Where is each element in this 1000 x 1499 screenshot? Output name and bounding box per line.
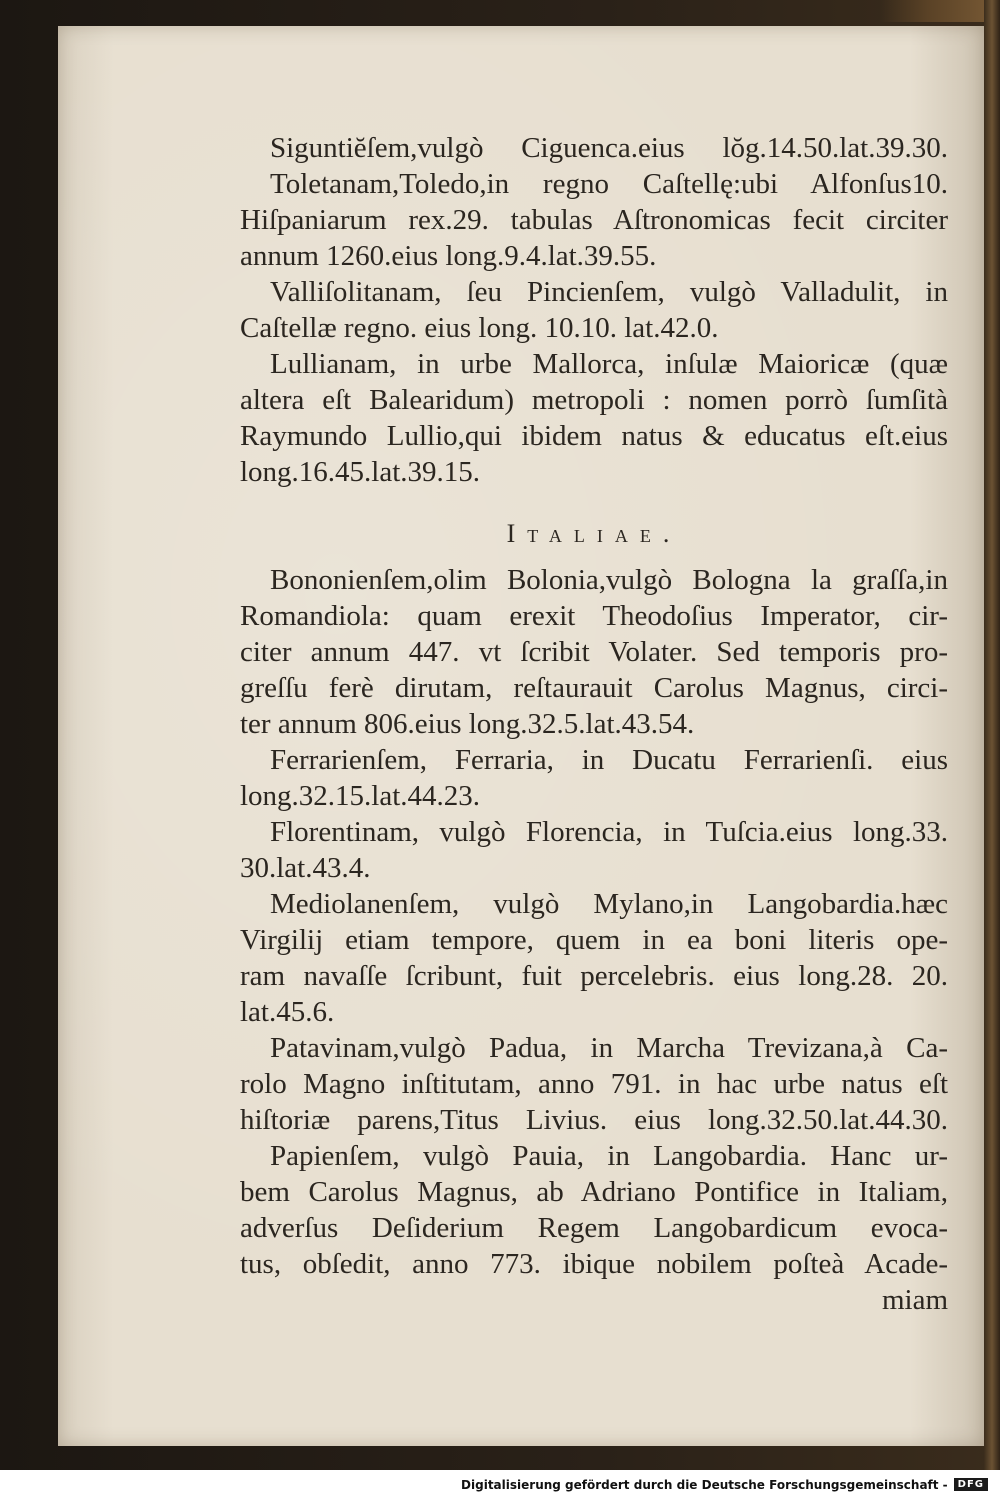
text-line: Patavinam,vulgò Padua, in Marcha Trevizana,à Ca- (270, 1032, 948, 1064)
text-line: tus, obſedit, anno 773. ibique nobilem poſteà Acade- (240, 1248, 948, 1280)
page-text (240, 130, 948, 1318)
text-line: citer annum 447. vt ſcribit Volater. Sed temporis pro- (240, 636, 948, 668)
text-line: altera eſt Balearidum) metropoli : nomen porrò ſumſità (240, 384, 948, 416)
text-line: Mediolanenſem, vulgò Mylano,in Langobardia.hæc (270, 888, 948, 920)
book-corner (880, 0, 1000, 22)
digitization-footer (0, 1470, 1000, 1499)
text-line: lat.45.6. (240, 996, 335, 1028)
text-line: Romandiola: quam erexit Theodoſius Imperator, cir- (240, 600, 948, 632)
text-line: Papienſem, vulgò Pauia, in Langobardia. Hanc ur- (270, 1140, 948, 1172)
text-line: rolo Magno inſtitutam, anno 791. in hac urbe natus eſt (240, 1068, 948, 1100)
text-line: greſſu ferè dirutam, reſtaurauit Carolus Magnus, circi- (240, 672, 948, 704)
text-line: long.16.45.lat.39.15. (240, 456, 481, 488)
dfg-logo-icon: DFG (954, 1478, 988, 1491)
catchword: miam (881, 1284, 948, 1316)
text-line: bem Carolus Magnus, ab Adriano Pontifice in Italiam, (240, 1176, 948, 1208)
text-line: annum 1260.eius long.9.4.lat.39.55. (240, 240, 657, 272)
text-line: Siguntiĕſem,vulgò Ciguenca.eius lŏg.14.50.lat.39.30. (270, 132, 948, 164)
text-line: Virgilij etiam tempore, quem in ea boni literis ope- (240, 924, 948, 956)
text-line: ter annum 806.eius long.32.5.lat.43.54. (240, 708, 695, 740)
book-edge (984, 0, 1000, 1470)
section-heading: Italiae. (506, 519, 682, 548)
text-line: Hiſpaniarum rex.29. tabulas Aſtronomicas fecit circiter (240, 204, 948, 236)
text-line: Florentinam, vulgò Florencia, in Tuſcia.eius long.33. (270, 816, 948, 848)
text-line: Ferrarienſem, Ferraria, in Ducatu Ferrarienſi. eius (270, 744, 948, 776)
text-line: hiſtoriæ parens,Titus Livius. eius long.32.50.lat.44.30. (240, 1104, 948, 1136)
text-line: ram navaſſe ſcribunt, fuit percelebris. eius long.28. 20. (240, 960, 948, 992)
text-line: Valliſolitanam, ſeu Pincienſem, vulgò Valladulit, in (270, 276, 948, 308)
text-line: Bononienſem,olim Bolonia,vulgò Bologna la graſſa,in (270, 564, 948, 596)
text-line: 30.lat.43.4. (240, 852, 371, 884)
footer-text: Digitalisierung gefördert durch die Deutsche Forschungsgemeinschaft - (461, 1477, 948, 1492)
text-line: long.32.15.lat.44.23. (240, 780, 481, 812)
text-line: Toletanam,Toledo,in regno Caſtellę:ubi Alfonſus10. (270, 168, 948, 200)
text-line: adverſus Deſiderium Regem Langobardicum evoca- (240, 1212, 948, 1244)
text-line: Caſtellæ regno. eius long. 10.10. lat.42.0. (240, 312, 719, 344)
text-line: Raymundo Lullio,qui ibidem natus & educatus eſt.eius (240, 420, 948, 452)
text-line: Lullianam, in urbe Mallorca, inſulæ Maioricæ (quæ (270, 348, 948, 380)
